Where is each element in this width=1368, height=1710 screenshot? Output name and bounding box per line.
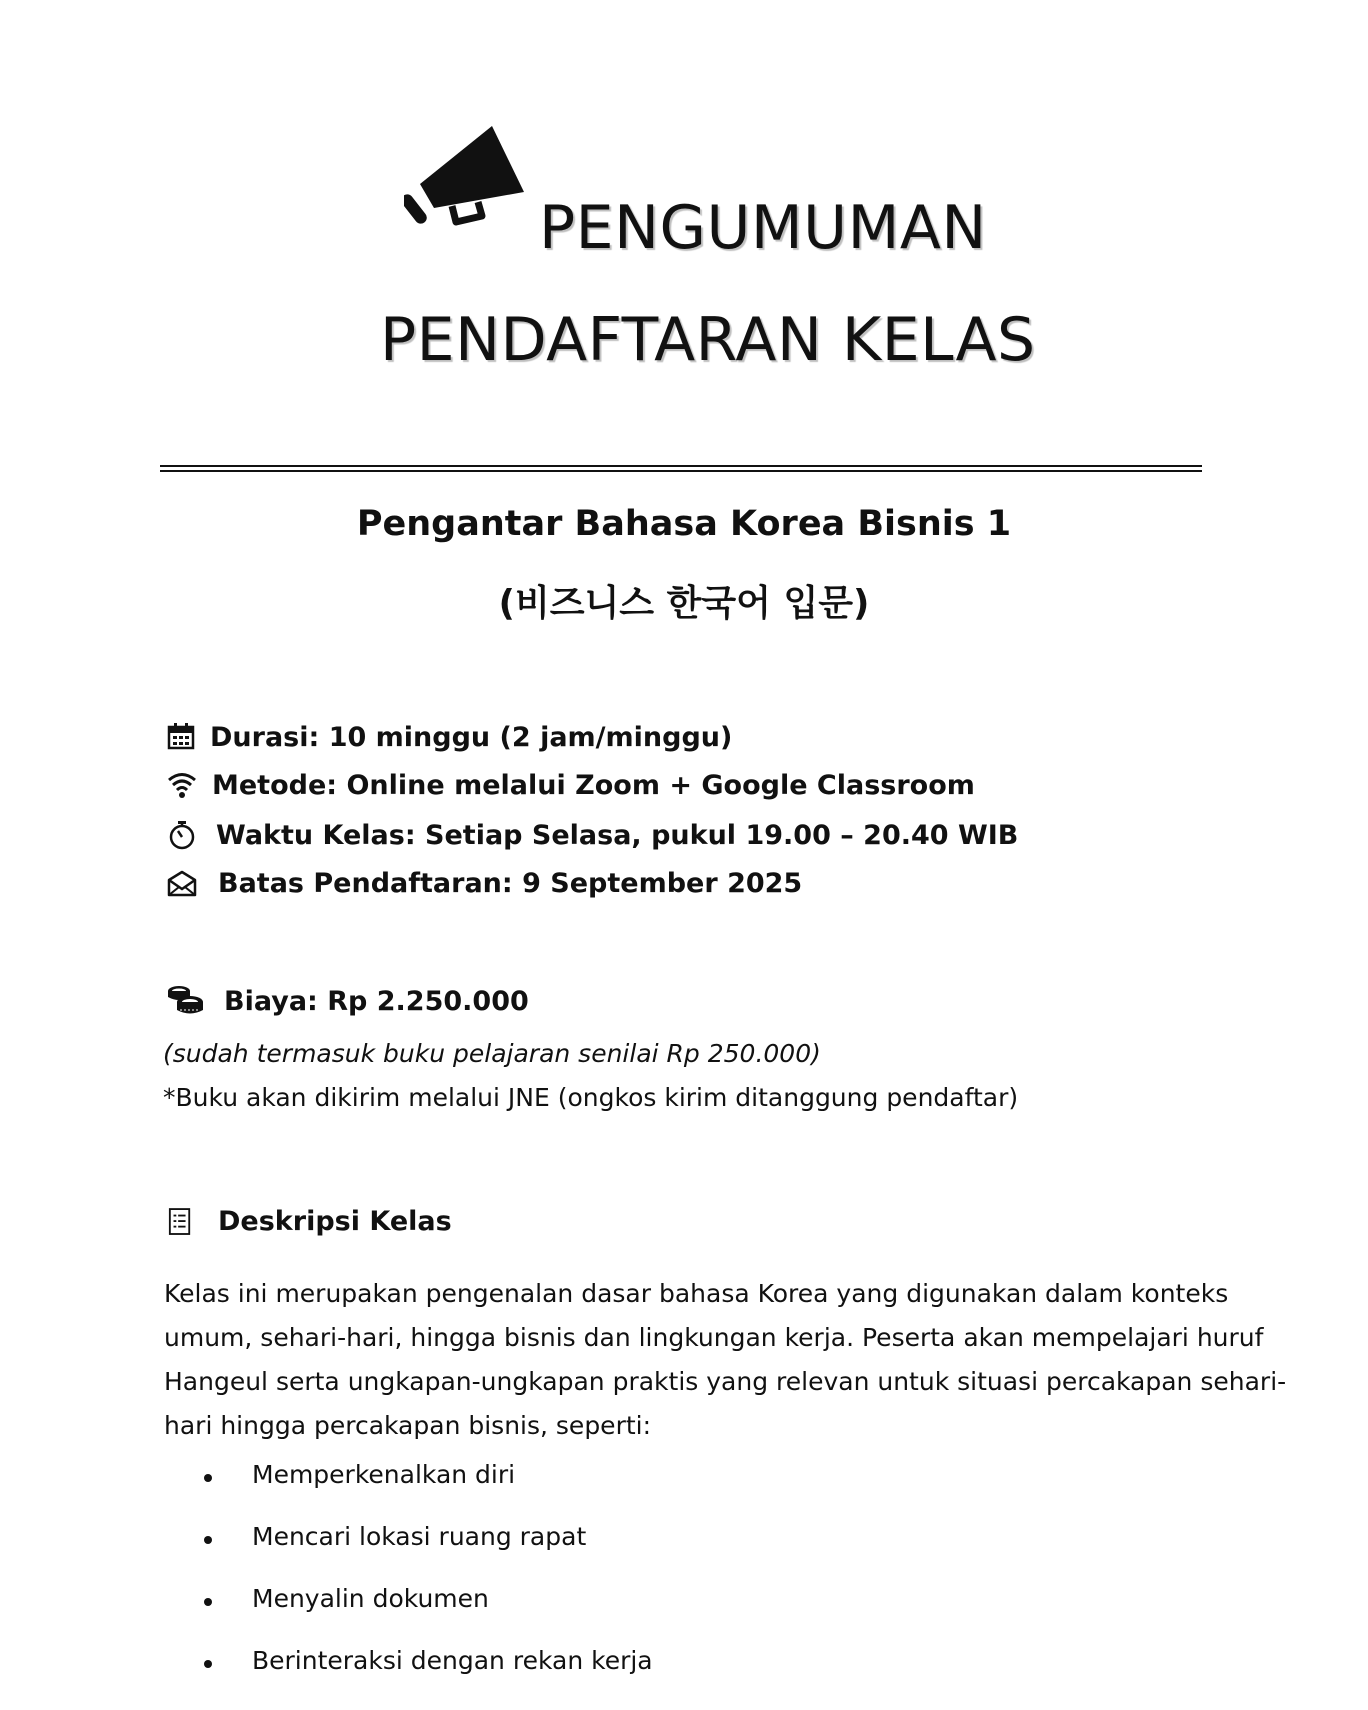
bullet-icon: [204, 1536, 212, 1544]
fee-note: (sudah termasuk buku pelajaran senilai Rp 250.000): [163, 1039, 821, 1068]
divider: [160, 470, 1202, 472]
description-body: [164, 1272, 1287, 1448]
detail-method: [166, 770, 975, 800]
calendar-icon: [166, 722, 198, 752]
detail-text: Durasi: 10 minggu (2 jam/minggu): [210, 721, 733, 753]
list-item-text: Berinteraksi dengan rekan kerja: [252, 1646, 653, 1675]
description-line: umum, sehari-hari, hingga bisnis dan lingkungan kerja. Peserta akan mempelajari huruf: [164, 1323, 1264, 1352]
fee-label: Biaya: Rp 2.250.000: [224, 985, 529, 1017]
wifi-icon: [166, 770, 198, 800]
description-line: hari hingga percakapan bisnis, seperti:: [164, 1411, 652, 1440]
bullet-icon: [204, 1474, 212, 1482]
page-title-line1: PENGUMUMAN: [539, 193, 987, 263]
topic-list: [204, 1462, 653, 1710]
detail-text: Batas Pendaftaran: 9 September 2025: [218, 867, 803, 899]
list-item-text: Mencari lokasi ruang rapat: [252, 1522, 587, 1551]
shipping-note: *Buku akan dikirim melalui JNE (ongkos kirim ditanggung pendaftar): [163, 1083, 1019, 1112]
megaphone-icon: [404, 126, 536, 230]
bullet-icon: [204, 1598, 212, 1606]
list-item: [204, 1586, 653, 1648]
list-item-text: Menyalin dokumen: [252, 1584, 489, 1613]
list-item-text: Memperkenalkan diri: [252, 1460, 516, 1489]
document-list-icon: [168, 1207, 192, 1237]
divider: [160, 465, 1202, 467]
list-item: [204, 1524, 653, 1586]
coins-icon: [166, 984, 206, 1018]
detail-schedule: [166, 820, 1018, 850]
description-line: Hangeul serta ungkapan-ungkapan praktis yang relevan untuk situasi percakapan sehari-: [164, 1367, 1287, 1396]
page-title-line2: PENDAFTARAN KELAS: [380, 305, 1036, 375]
bullet-icon: [204, 1660, 212, 1668]
list-item: [204, 1462, 653, 1524]
course-korean-title: (비즈니스 한국어 입문): [498, 583, 870, 624]
stopwatch-icon: [166, 820, 198, 850]
detail-duration: [166, 722, 732, 752]
description-line: Kelas ini merupakan pengenalan dasar bahasa Korea yang digunakan dalam konteks: [164, 1279, 1229, 1308]
description-heading: [168, 1206, 452, 1237]
envelope-icon: [166, 868, 198, 898]
description-title: Deskripsi Kelas: [218, 1206, 452, 1237]
list-item: [204, 1648, 653, 1710]
detail-deadline: [166, 868, 802, 898]
detail-text: Waktu Kelas: Setiap Selasa, pukul 19.00 – 20.40 WIB: [216, 819, 1019, 851]
course-title: Pengantar Bahasa Korea Bisnis 1: [356, 504, 1012, 544]
detail-text: Metode: Online melalui Zoom + Google Classroom: [212, 769, 975, 801]
fee-row: [166, 984, 529, 1018]
